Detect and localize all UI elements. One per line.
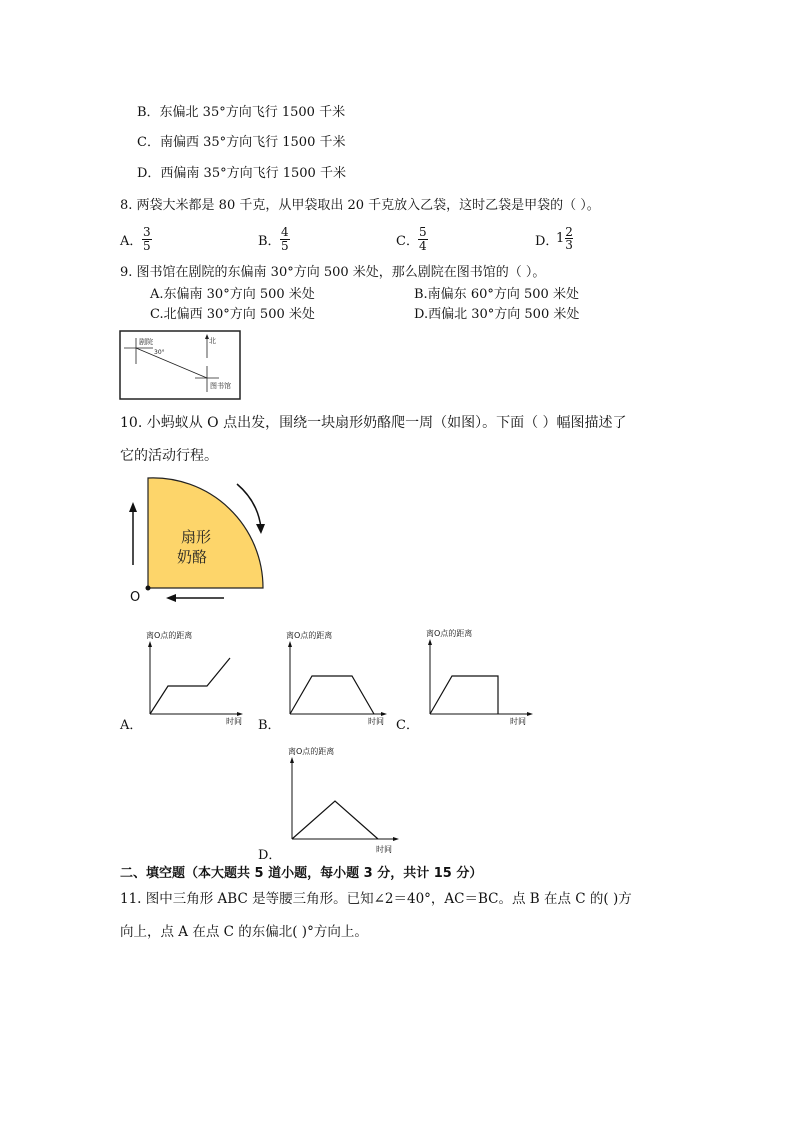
q9-stem: 9. 图书馆在剧院的东偏南 30°方向 500 米处，那么剧院在图书馆的（ ）。 bbox=[120, 265, 546, 280]
cheese-label-line1: 扇形 bbox=[181, 528, 212, 546]
graph-c-ylabel: 离O点的距离 bbox=[426, 629, 473, 638]
north-label: 北 bbox=[209, 337, 216, 345]
graph-c-xlabel: 时间 bbox=[510, 717, 526, 726]
numerator: 3 bbox=[143, 225, 151, 239]
section-2-title: 二、填空题（本大题共 5 道小题，每小题 3 分，共计 15 分） bbox=[120, 866, 483, 881]
graph-d-ylabel: 离O点的距离 bbox=[288, 747, 335, 756]
graph-c-line bbox=[430, 676, 498, 714]
cheese-label-line2: 奶酪 bbox=[177, 548, 208, 566]
q8-option-a-label: A． bbox=[120, 234, 143, 249]
fraction bbox=[565, 226, 573, 251]
denominator: 4 bbox=[419, 239, 427, 253]
graph-d-xlabel: 时间 bbox=[376, 845, 392, 854]
q7-option-d: D．西偏南 35°方向飞行 1500 千米 bbox=[137, 166, 346, 181]
graph-a bbox=[140, 628, 250, 726]
origin-label: O bbox=[130, 590, 141, 605]
q11-line2: 向上，点 A 在点 C 的东偏北( )°方向上。 bbox=[120, 924, 368, 940]
numerator: 5 bbox=[419, 225, 427, 239]
graph-b-line bbox=[290, 676, 374, 714]
graph-d-label: D． bbox=[258, 848, 282, 863]
q7-option-c: C．南偏西 35°方向飞行 1500 千米 bbox=[137, 135, 346, 150]
q8-option-a-fraction bbox=[142, 226, 152, 253]
graph-c-label: C． bbox=[396, 718, 419, 733]
q9-option-a: A.东偏南 30°方向 500 米处 bbox=[150, 287, 315, 302]
graph-c bbox=[420, 626, 540, 726]
q8-option-b-fraction bbox=[280, 226, 290, 253]
graph-a-ylabel: 离O点的距离 bbox=[146, 631, 193, 640]
denominator: 5 bbox=[281, 239, 289, 253]
graph-a-label: A． bbox=[120, 718, 143, 733]
q8-option-d-mixed-number bbox=[556, 226, 573, 251]
whole-part: 1 bbox=[556, 231, 565, 246]
q7-option-b: B．东偏北 35°方向飞行 1500 千米 bbox=[137, 105, 346, 120]
graph-b-ylabel: 离O点的距离 bbox=[286, 631, 333, 640]
numerator: 2 bbox=[565, 225, 573, 239]
graph-a-line bbox=[150, 658, 230, 714]
angle-label: 30° bbox=[154, 349, 165, 356]
graph-d bbox=[280, 744, 400, 856]
theatre-label: 剧院 bbox=[139, 338, 153, 346]
q8-option-c-fraction bbox=[418, 226, 428, 253]
q9-option-c: C.北偏西 30°方向 500 米处 bbox=[150, 307, 315, 322]
cheese-figure bbox=[120, 470, 280, 610]
q11-line1: 11. 图中三角形 ABC 是等腰三角形。已知∠2＝40°，AC＝BC。点 B 在点 C 的( )方 bbox=[120, 891, 632, 907]
q9-option-d: D.西偏北 30°方向 500 米处 bbox=[414, 307, 580, 322]
q9-direction-figure bbox=[119, 330, 241, 400]
q10-stem-line2: 它的活动行程。 bbox=[120, 448, 218, 464]
q9-option-b: B.南偏东 60°方向 500 米处 bbox=[414, 287, 579, 302]
q8-option-b-label: B． bbox=[258, 234, 281, 249]
graph-d-line bbox=[292, 801, 378, 839]
graph-a-xlabel: 时间 bbox=[226, 717, 242, 726]
library-label: 图书馆 bbox=[210, 382, 231, 390]
graph-b bbox=[280, 628, 395, 726]
denominator: 5 bbox=[143, 239, 151, 253]
q8-option-c-label: C． bbox=[396, 234, 419, 249]
q10-stem-line1: 10. 小蚂蚁从 O 点出发，围绕一块扇形奶酪爬一周（如图）。下面（ ）幅图描述了 bbox=[120, 415, 627, 431]
numerator: 4 bbox=[281, 225, 289, 239]
denominator: 3 bbox=[565, 238, 573, 252]
graph-b-label: B． bbox=[258, 718, 281, 733]
q8-stem: 8. 两袋大米都是 80 千克，从甲袋取出 20 千克放入乙袋，这时乙袋是甲袋的（ ）。 bbox=[120, 198, 600, 213]
q8-option-d-label: D． bbox=[535, 234, 559, 249]
graph-b-xlabel: 时间 bbox=[368, 717, 384, 726]
